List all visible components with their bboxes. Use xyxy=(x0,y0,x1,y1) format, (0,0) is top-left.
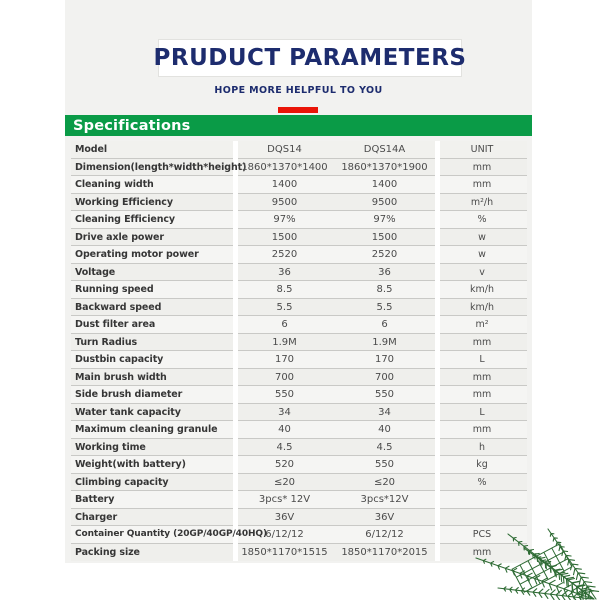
row-unit: km/h xyxy=(470,301,494,313)
row-value-dqs14a: 5.5 xyxy=(376,301,393,313)
row-label: Voltage xyxy=(75,266,116,278)
row-unit: v xyxy=(479,266,485,278)
header-dqs14: DQS14 xyxy=(267,144,302,155)
row-unit: % xyxy=(477,476,487,488)
row-value-dqs14: 97% xyxy=(273,214,296,225)
row-value-dqs14: 520 xyxy=(274,459,295,470)
spec-table xyxy=(71,141,527,561)
row-value-dqs14: 6 xyxy=(281,319,288,330)
row-value-dqs14: 700 xyxy=(274,371,295,383)
row-label: Maximum cleaning granule xyxy=(75,424,218,435)
row-value-dqs14a: 8.5 xyxy=(376,284,393,295)
table-row xyxy=(71,456,527,474)
row-label: Main brush width xyxy=(75,371,167,383)
row-value-dqs14: 1860*1370*1400 xyxy=(241,161,328,173)
row-label: Charger xyxy=(75,511,118,523)
row-unit: mm xyxy=(472,371,492,383)
row-unit: L xyxy=(479,406,485,418)
row-value-dqs14: 36V xyxy=(274,511,295,523)
row-value-dqs14a: 6 xyxy=(381,319,388,330)
row-value-dqs14: 4.5 xyxy=(276,441,293,453)
table-row xyxy=(71,369,527,387)
row-value-dqs14: 9500 xyxy=(271,196,298,208)
row-value-dqs14a: 1500 xyxy=(371,231,398,243)
header-model: Model xyxy=(75,144,107,155)
row-value-dqs14a: 700 xyxy=(374,371,395,383)
row-unit xyxy=(437,491,527,508)
row-label: Water tank capacity xyxy=(75,406,181,418)
row-value-dqs14a: 1860*1370*1900 xyxy=(341,161,428,173)
table-row xyxy=(71,229,527,247)
row-value-dqs14a: 1400 xyxy=(371,179,398,190)
table-row xyxy=(71,334,527,352)
table-row xyxy=(71,474,527,492)
table-header-row xyxy=(71,141,527,159)
table-row xyxy=(71,281,527,299)
row-unit: L xyxy=(479,354,485,365)
row-label: Dustbin capacity xyxy=(75,354,164,365)
row-label: Operating motor power xyxy=(75,249,199,260)
row-value-dqs14: 1850*1170*1515 xyxy=(241,546,328,558)
row-value-dqs14a: 550 xyxy=(374,389,395,400)
table-row xyxy=(71,439,527,457)
specifications-banner xyxy=(65,115,532,136)
header-dqs14a: DQS14A xyxy=(363,144,406,155)
row-unit xyxy=(437,509,527,526)
row-value-dqs14: ≤20 xyxy=(273,476,296,488)
row-value-dqs14: 40 xyxy=(278,424,291,435)
table-row xyxy=(71,246,527,264)
row-label: Cleaning Efficiency xyxy=(75,214,176,225)
row-value-dqs14: 8.5 xyxy=(276,284,293,295)
row-label: Working Efficiency xyxy=(75,196,173,208)
table-row xyxy=(71,404,527,422)
table-row xyxy=(71,194,527,212)
header-unit: UNIT xyxy=(470,144,494,155)
row-unit: h xyxy=(478,441,486,453)
row-unit: mm xyxy=(472,546,492,558)
table-row xyxy=(71,264,527,282)
row-label: Working time xyxy=(75,441,146,453)
row-value-dqs14: 1.9M xyxy=(272,336,297,348)
table-body xyxy=(71,159,527,562)
red-accent-bar xyxy=(278,107,318,113)
row-unit: mm xyxy=(472,161,492,173)
content-panel xyxy=(65,0,532,563)
row-value-dqs14: 34 xyxy=(278,406,291,418)
row-value-dqs14: 5.5 xyxy=(276,301,293,313)
row-value-dqs14a: ≤20 xyxy=(373,476,396,488)
row-value-dqs14a: 4.5 xyxy=(376,441,393,453)
row-label: Turn Radius xyxy=(75,336,138,348)
row-unit: mm xyxy=(472,389,492,400)
specifications-label: Specifications xyxy=(73,117,191,134)
row-value-dqs14a: 2520 xyxy=(371,249,398,260)
row-label: Backward speed xyxy=(75,301,162,313)
row-value-dqs14: 1400 xyxy=(271,179,298,190)
table-row xyxy=(71,491,527,509)
row-label: Drive axle power xyxy=(75,231,164,243)
table-row xyxy=(71,421,527,439)
table-row xyxy=(71,386,527,404)
row-value-dqs14a: 170 xyxy=(374,354,395,365)
row-unit: m²/h xyxy=(470,196,494,208)
row-value-dqs14: 36 xyxy=(278,266,291,278)
row-value-dqs14a: 97% xyxy=(373,214,396,225)
row-label: Dimension(length*width*height) xyxy=(75,161,247,173)
title-box xyxy=(153,39,467,77)
page-title: PRUDUCT PARAMETERS xyxy=(153,45,467,71)
row-unit: mm xyxy=(472,424,492,435)
row-label: Dust filter area xyxy=(75,319,156,330)
page-subtitle: HOPE MORE HELPFUL TO YOU xyxy=(214,85,383,96)
row-value-dqs14a: 36V xyxy=(374,511,395,523)
row-unit: km/h xyxy=(470,284,494,295)
row-label: Running speed xyxy=(75,284,154,295)
row-label: Climbing capacity xyxy=(75,476,169,488)
row-label: Packing size xyxy=(75,546,140,558)
row-unit: kg xyxy=(476,459,488,470)
row-label: Weight(with battery) xyxy=(75,459,186,470)
table-row xyxy=(71,351,527,369)
row-value-dqs14a: 34 xyxy=(378,406,391,418)
row-value-dqs14: 170 xyxy=(274,354,295,365)
row-value-dqs14: 1500 xyxy=(271,231,298,243)
row-value-dqs14a: 3pcs*12V xyxy=(360,494,409,505)
row-value-dqs14: 3pcs* 12V xyxy=(258,494,311,505)
row-value-dqs14a: 36 xyxy=(378,266,391,278)
row-value-dqs14a: 1.9M xyxy=(372,336,397,348)
table-row xyxy=(71,159,527,177)
row-value-dqs14: 6/12/12 xyxy=(265,529,304,540)
row-unit: m² xyxy=(475,319,489,330)
row-label: Cleaning width xyxy=(75,179,154,190)
table-row xyxy=(71,316,527,334)
row-label: Side brush diameter xyxy=(75,389,183,400)
row-unit: mm xyxy=(472,336,492,348)
row-value-dqs14a: 6/12/12 xyxy=(365,529,404,540)
row-label: Container Quantity (20GP/40GP/40HQ) xyxy=(75,529,267,539)
row-value-dqs14: 2520 xyxy=(271,249,298,260)
row-value-dqs14a: 550 xyxy=(374,459,395,470)
row-value-dqs14a: 40 xyxy=(378,424,391,435)
row-value-dqs14a: 1850*1170*2015 xyxy=(341,546,428,558)
table-row xyxy=(71,176,527,194)
row-unit: w xyxy=(478,231,486,243)
table-row xyxy=(71,211,527,229)
row-value-dqs14: 550 xyxy=(274,389,295,400)
row-unit: w xyxy=(478,249,486,260)
table-row xyxy=(71,509,527,527)
row-unit: % xyxy=(477,214,487,225)
row-label: Battery xyxy=(75,494,115,505)
row-value-dqs14a: 9500 xyxy=(371,196,398,208)
row-unit: PCS xyxy=(472,529,492,540)
table-row xyxy=(71,299,527,317)
row-unit: mm xyxy=(472,179,492,190)
fern-leaf-decoration xyxy=(450,528,600,600)
